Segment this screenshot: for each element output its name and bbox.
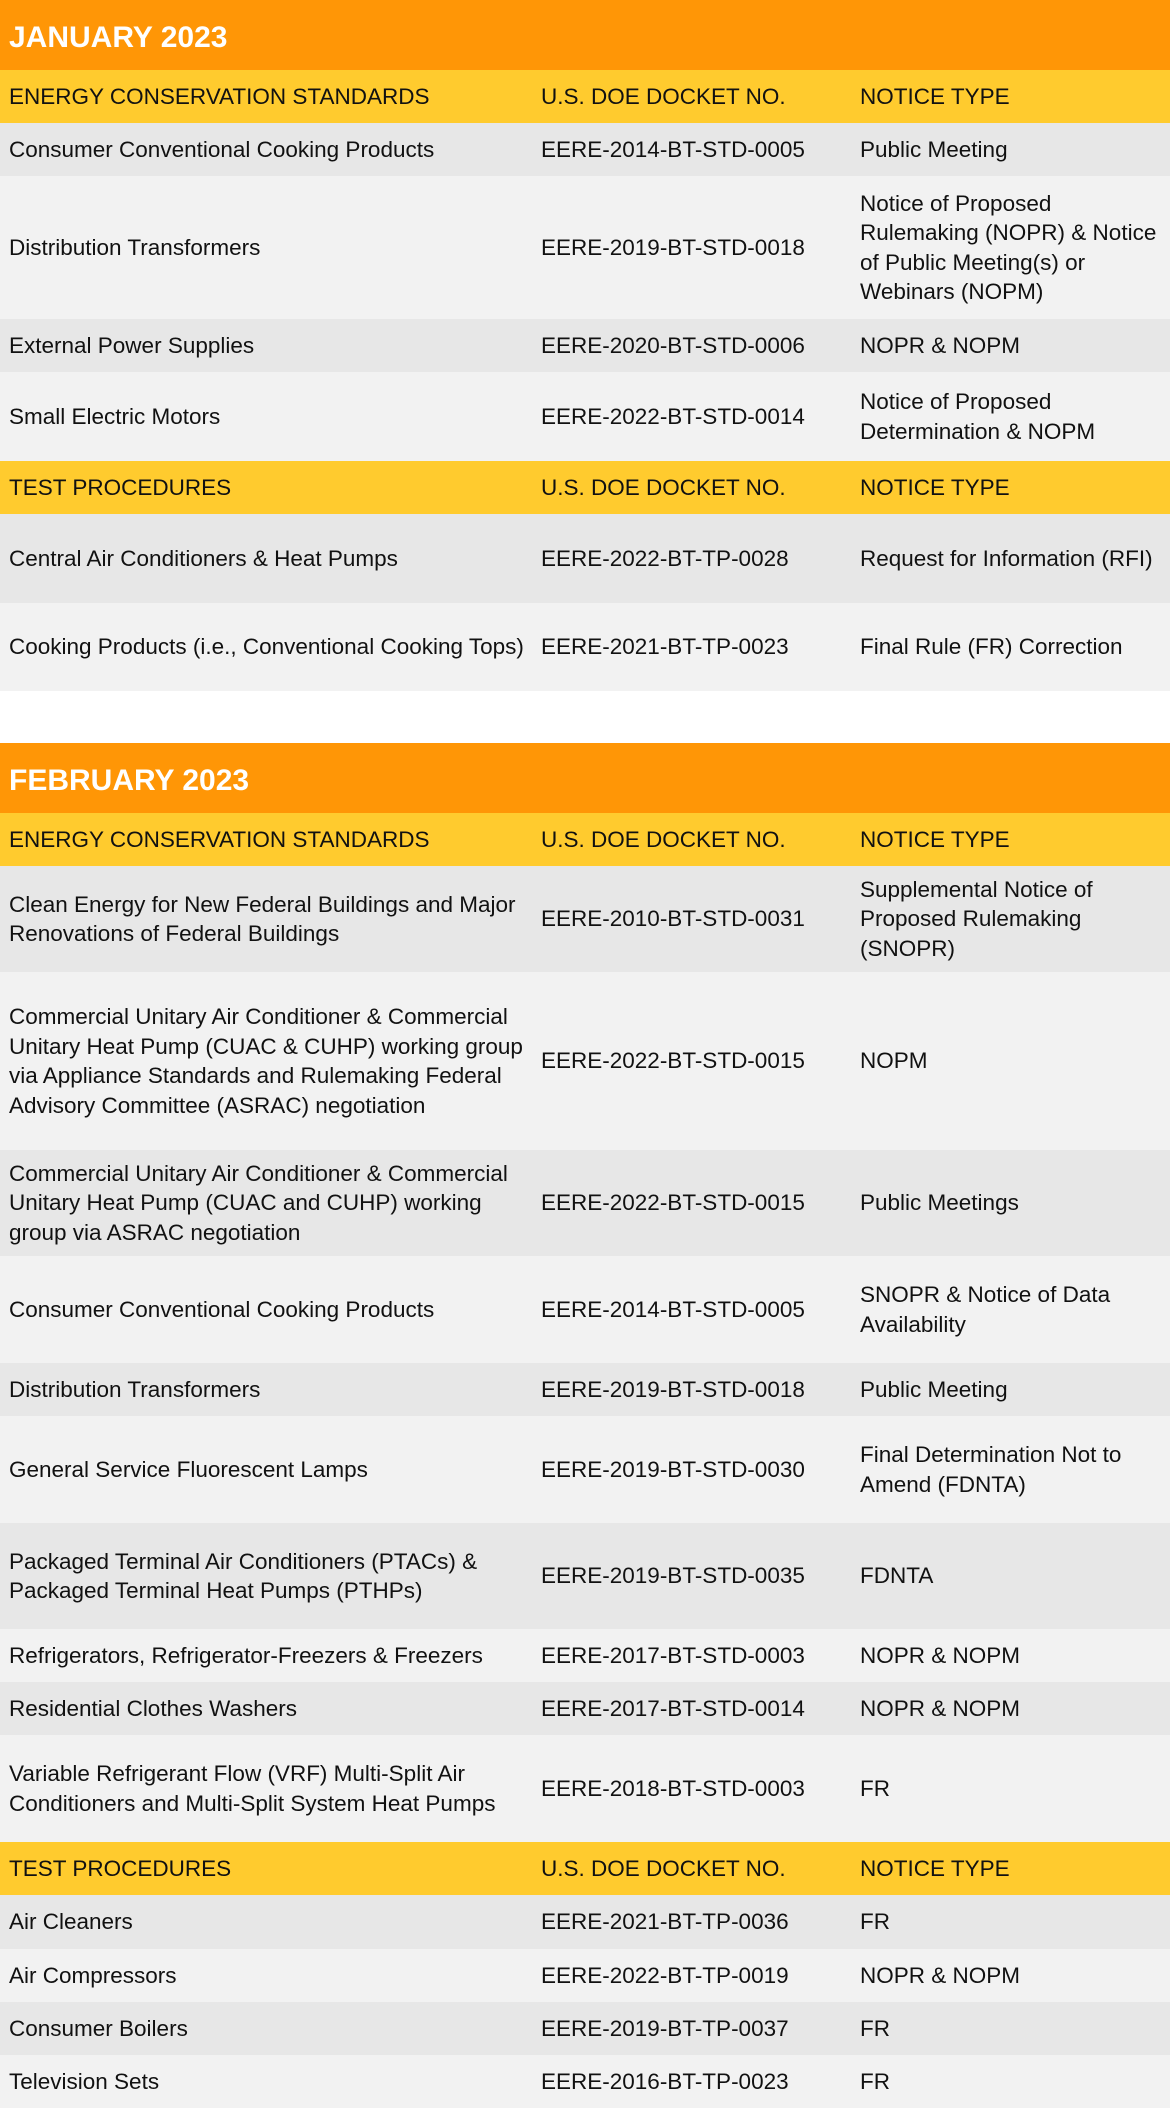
notice-cell: SNOPR & Notice of Data Availability xyxy=(860,1282,1111,1337)
month-title: JANUARY 2023 xyxy=(0,0,1170,70)
table-row xyxy=(0,603,1170,691)
docket-cell: EERE-2021-BT-TP-0023 xyxy=(541,634,789,660)
table-row xyxy=(0,1682,1170,1735)
docket-cell: EERE-2022-BT-STD-0015 xyxy=(541,1048,805,1074)
notice-cell: NOPM xyxy=(860,1048,928,1074)
table-row xyxy=(0,2002,1170,2055)
table-row xyxy=(0,514,1170,603)
docket-cell: EERE-2019-BT-STD-0018 xyxy=(541,1376,805,1402)
notice-cell: Notice of Proposed Determination & NOPM xyxy=(860,389,1096,444)
column-header-docket: U.S. DOE DOCKET NO. xyxy=(541,1855,786,1881)
docket-cell: EERE-2022-BT-TP-0019 xyxy=(541,1962,789,1988)
docket-cell: EERE-2022-BT-STD-0014 xyxy=(541,403,805,429)
table-row xyxy=(0,1416,1170,1523)
product-cell: General Service Fluorescent Lamps xyxy=(9,1456,368,1482)
notice-cell: NOPR & NOPM xyxy=(860,1642,1021,1668)
month-january-2023 xyxy=(0,0,1170,691)
notice-cell: Public Meeting xyxy=(860,136,1008,162)
column-header-notice: NOTICE TYPE xyxy=(860,826,1010,852)
docket-cell: EERE-2019-BT-STD-0035 xyxy=(541,1563,805,1589)
product-cell: Small Electric Motors xyxy=(9,403,221,429)
table-row xyxy=(0,1949,1170,2002)
column-header-notice: NOTICE TYPE xyxy=(860,474,1010,500)
notice-cell: NOPR & NOPM xyxy=(860,1695,1021,1721)
table-row xyxy=(0,1895,1170,1949)
docket-cell: EERE-2014-BT-STD-0005 xyxy=(541,1296,805,1322)
notice-cell: Supplemental Notice of Proposed Rulemaking (SNOPR) xyxy=(860,876,1093,961)
docket-cell: EERE-2017-BT-STD-0003 xyxy=(541,1642,805,1668)
docket-cell: EERE-2016-BT-TP-0023 xyxy=(541,2068,789,2094)
notice-cell: Final Determination Not to Amend (FDNTA) xyxy=(860,1442,1122,1497)
column-header-docket: U.S. DOE DOCKET NO. xyxy=(541,474,786,500)
notice-cell: FDNTA xyxy=(860,1563,934,1589)
table-row xyxy=(0,1150,1170,1256)
product-cell: Refrigerators, Refrigerator-Freezers & Freezers xyxy=(9,1642,483,1668)
column-header-notice: NOTICE TYPE xyxy=(860,1855,1010,1881)
column-header-docket: U.S. DOE DOCKET NO. xyxy=(541,83,786,109)
docket-cell: EERE-2014-BT-STD-0005 xyxy=(541,136,805,162)
notice-cell: Request for Information (RFI) xyxy=(860,545,1153,571)
table-row xyxy=(0,123,1170,176)
section-header xyxy=(0,1842,1170,1895)
table-row xyxy=(0,1363,1170,1416)
month-spacer xyxy=(0,691,1170,743)
table-row xyxy=(0,1735,1170,1842)
product-cell: Distribution Transformers xyxy=(9,1376,261,1402)
product-cell: Commercial Unitary Air Conditioner & Commercial Unitary Heat Pump (CUAC and CUHP) working group via ASRAC negotiation xyxy=(9,1160,508,1245)
product-cell: Air Compressors xyxy=(9,1962,177,1988)
table-row xyxy=(0,2055,1170,2108)
notice-cell: Final Rule (FR) Correction xyxy=(860,634,1123,660)
month-february-2023 xyxy=(0,743,1170,2108)
docket-cell: EERE-2021-BT-TP-0036 xyxy=(541,1909,789,1935)
docket-cell: EERE-2019-BT-TP-0037 xyxy=(541,2015,789,2041)
table-row xyxy=(0,176,1170,319)
notice-cell: FR xyxy=(860,1909,890,1935)
product-cell: Packaged Terminal Air Conditioners (PTACs) & Packaged Terminal Heat Pumps (PTHPs) xyxy=(9,1548,478,1603)
docket-cell: EERE-2019-BT-STD-0030 xyxy=(541,1456,805,1482)
docket-cell: EERE-2010-BT-STD-0031 xyxy=(541,906,805,932)
product-cell: Cooking Products (i.e., Conventional Cooking Tops) xyxy=(9,634,524,660)
table-row xyxy=(0,1256,1170,1363)
table-row xyxy=(0,972,1170,1150)
docket-cell: EERE-2020-BT-STD-0006 xyxy=(541,332,805,358)
notice-cell: NOPR & NOPM xyxy=(860,1962,1021,1988)
product-cell: Consumer Conventional Cooking Products xyxy=(9,1296,435,1322)
column-header-category: TEST PROCEDURES xyxy=(9,474,232,500)
column-header-category: ENERGY CONSERVATION STANDARDS xyxy=(9,83,430,109)
product-cell: Consumer Boilers xyxy=(9,2015,188,2041)
table-row xyxy=(0,319,1170,372)
product-cell: Consumer Conventional Cooking Products xyxy=(9,136,435,162)
notice-cell: Public Meeting xyxy=(860,1376,1008,1402)
column-header-category: ENERGY CONSERVATION STANDARDS xyxy=(9,826,430,852)
section-header xyxy=(0,813,1170,866)
table-row xyxy=(0,1523,1170,1629)
product-cell: Clean Energy for New Federal Buildings and Major Renovations of Federal Buildings xyxy=(9,891,516,946)
column-header-category: TEST PROCEDURES xyxy=(9,1855,232,1881)
docket-cell: EERE-2017-BT-STD-0014 xyxy=(541,1695,805,1721)
docket-cell: EERE-2019-BT-STD-0018 xyxy=(541,234,805,260)
notice-cell: FR xyxy=(860,1775,890,1801)
docket-cell: EERE-2022-BT-TP-0028 xyxy=(541,545,789,571)
column-header-docket: U.S. DOE DOCKET NO. xyxy=(541,826,786,852)
table-row xyxy=(0,1629,1170,1682)
docket-cell: EERE-2018-BT-STD-0003 xyxy=(541,1775,805,1801)
product-cell: Television Sets xyxy=(9,2068,160,2094)
column-header-notice: NOTICE TYPE xyxy=(860,83,1010,109)
notice-cell: Notice of Proposed Rulemaking (NOPR) & Notice of Public Meeting(s) or Webinars (NOPM) xyxy=(860,190,1157,304)
notice-cell: FR xyxy=(860,2015,890,2041)
notice-cell: FR xyxy=(860,2068,890,2094)
product-cell: External Power Supplies xyxy=(9,332,255,358)
notice-cell: Public Meetings xyxy=(860,1190,1019,1216)
product-cell: Air Cleaners xyxy=(9,1909,133,1935)
table-row xyxy=(0,866,1170,972)
month-title: FEBRUARY 2023 xyxy=(0,743,1170,813)
notice-cell: NOPR & NOPM xyxy=(860,332,1021,358)
table-row xyxy=(0,372,1170,461)
product-cell: Variable Refrigerant Flow (VRF) Multi-Split Air Conditioners and Multi-Split System Heat Pumps xyxy=(9,1761,496,1816)
docket-cell: EERE-2022-BT-STD-0015 xyxy=(541,1190,805,1216)
product-cell: Distribution Transformers xyxy=(9,234,261,260)
product-cell: Central Air Conditioners & Heat Pumps xyxy=(9,545,398,571)
section-header xyxy=(0,70,1170,123)
product-cell: Commercial Unitary Air Conditioner & Commercial Unitary Heat Pump (CUAC & CUHP) working group via Appliance Standards and Rulemaking Federal Advisory Committee (ASRAC) negotiation xyxy=(9,1004,523,1118)
product-cell: Residential Clothes Washers xyxy=(9,1695,298,1721)
section-header xyxy=(0,461,1170,514)
